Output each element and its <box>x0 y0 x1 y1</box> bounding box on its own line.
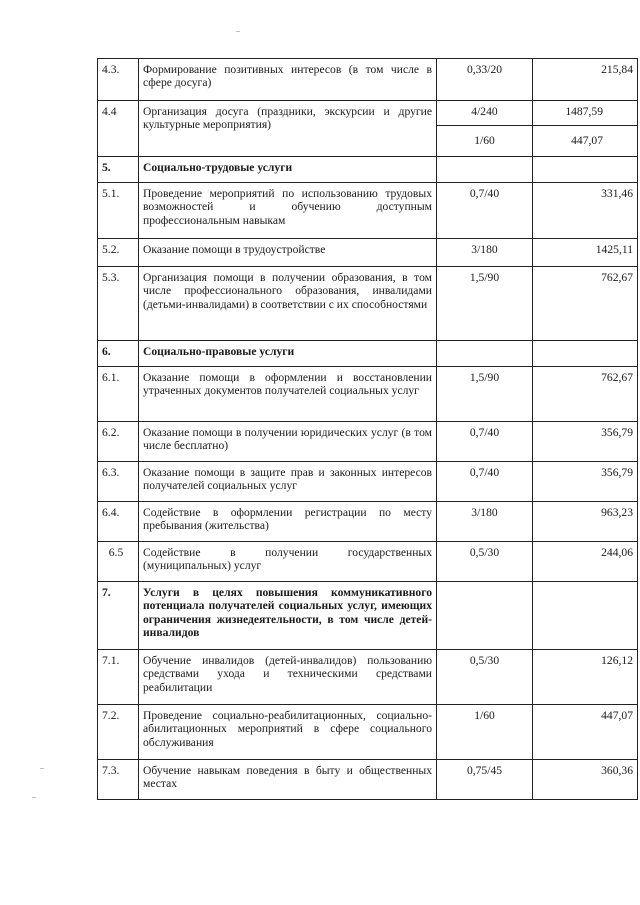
service-capacity: 0,7/40 <box>437 422 533 462</box>
service-cost: 447,07 <box>533 705 638 760</box>
section-row <box>98 157 638 183</box>
row-number: 6.1. <box>98 367 139 422</box>
service-cost: 215,84 <box>533 59 638 101</box>
service-capacity: 3/180 <box>437 502 533 542</box>
empty-cell <box>437 341 533 367</box>
empty-cell <box>533 341 638 367</box>
service-name: Оказание помощи в оформлении и восстановлении утраченных документов получателей социальных услуг <box>139 367 437 422</box>
service-cost: 1487,59 <box>533 101 637 126</box>
service-name: Организация досуга (праздники, экскурсии и другие культурные мероприятия) <box>139 101 437 157</box>
section-row <box>98 341 638 367</box>
service-cost: 331,46 <box>533 183 638 239</box>
table-row <box>98 239 638 267</box>
service-name: Содействие в получении государственных (муниципальных) услуг <box>139 542 437 582</box>
section-row <box>98 582 638 650</box>
service-capacity: 3/180 <box>437 239 533 267</box>
service-name: Оказание помощи в защите прав и законных интересов получателей социальных услуг <box>139 462 437 502</box>
table-row <box>98 59 638 101</box>
service-name: Обучение инвалидов (детей-инвалидов) пользованию средствами ухода и техническими средствами реабилитации <box>139 650 437 705</box>
empty-cell <box>533 157 638 183</box>
scan-mark <box>32 797 36 798</box>
row-number: 6.4. <box>98 502 139 542</box>
service-cost-cell <box>533 101 638 157</box>
row-number: 7.1. <box>98 650 139 705</box>
service-name: Обучение навыкам поведения в быту и общественных местах <box>139 760 437 800</box>
table-row <box>98 760 638 800</box>
row-number: 6.3. <box>98 462 139 502</box>
services-table <box>97 58 638 800</box>
section-title: Услуги в целях повышения коммуникативного потенциала получателей социальных услуг, имеющих ограничения жизнедеятельности, в том числе детей-инвалидов <box>139 582 437 650</box>
service-cost-alt: 447,07 <box>571 134 603 147</box>
service-cost: 244,06 <box>533 542 638 582</box>
service-capacity-alt: 1/60 <box>474 134 495 147</box>
service-cost: 356,79 <box>533 462 638 502</box>
service-cost: 360,36 <box>533 760 638 800</box>
service-capacity: 1/60 <box>437 705 533 760</box>
service-name: Организация помощи в получении образования, в том числе профессионального образования, инвалидами (детьми-инвалидами) в соответствии с их способностями <box>139 267 437 341</box>
table-row <box>98 101 638 157</box>
service-name: Проведение мероприятий по использованию трудовых возможностей и обучению доступным профессиональным навыкам <box>139 183 437 239</box>
service-cost: 762,67 <box>533 367 638 422</box>
row-number: 5.2. <box>98 239 139 267</box>
service-cost: 356,79 <box>533 422 638 462</box>
scan-mark <box>40 768 44 769</box>
table-row <box>98 267 638 341</box>
row-number: 7.3. <box>98 760 139 800</box>
service-name: Формирование позитивных интересов (в том числе в сфере досуга) <box>139 59 437 101</box>
table-row <box>98 367 638 422</box>
service-cost: 126,12 <box>533 650 638 705</box>
service-capacity: 1,5/90 <box>437 367 533 422</box>
row-number: 7.2. <box>98 705 139 760</box>
empty-cell <box>437 582 533 650</box>
service-cost: 963,23 <box>533 502 638 542</box>
table-row <box>98 705 638 760</box>
table-row <box>98 183 638 239</box>
empty-cell <box>437 157 533 183</box>
service-cost: 762,67 <box>533 267 638 341</box>
service-capacity: 0,7/40 <box>437 183 533 239</box>
service-capacity: 0,5/30 <box>437 650 533 705</box>
row-number: 5.1. <box>98 183 139 239</box>
service-capacity: 0,33/20 <box>437 59 533 101</box>
row-number: 4.3. <box>98 59 139 101</box>
section-title: Социально-правовые услуги <box>139 341 437 367</box>
service-capacity: 0,5/30 <box>437 542 533 582</box>
service-capacity: 4/240 <box>437 101 532 126</box>
service-name: Проведение социально-реабилитационных, социально-абилитационных мероприятий в сфере социального обслуживания <box>139 705 437 760</box>
section-number: 6. <box>98 341 139 367</box>
section-number: 7. <box>98 582 139 650</box>
service-capacity: 0,7/40 <box>437 462 533 502</box>
service-capacity-cell <box>437 101 533 157</box>
table-row <box>98 542 638 582</box>
service-capacity: 1,5/90 <box>437 267 533 341</box>
table-row <box>98 462 638 502</box>
service-capacity: 0,75/45 <box>437 760 533 800</box>
section-number: 5. <box>98 157 139 183</box>
empty-cell <box>533 582 638 650</box>
table-row <box>98 650 638 705</box>
service-name: Оказание помощи в получении юридических услуг (в том числе бесплатно) <box>139 422 437 462</box>
table-row <box>98 502 638 542</box>
scan-mark <box>236 31 240 32</box>
row-number: 6.5 <box>98 542 139 582</box>
service-cost: 1425,11 <box>533 239 638 267</box>
row-number: 4.4 <box>98 101 139 157</box>
row-number: 5.3. <box>98 267 139 341</box>
table-row <box>98 422 638 462</box>
service-name: Содействие в оформлении регистрации по месту пребывания (жительства) <box>139 502 437 542</box>
section-title: Социально-трудовые услуги <box>139 157 437 183</box>
row-number: 6.2. <box>98 422 139 462</box>
service-name: Оказание помощи в трудоустройстве <box>139 239 437 267</box>
